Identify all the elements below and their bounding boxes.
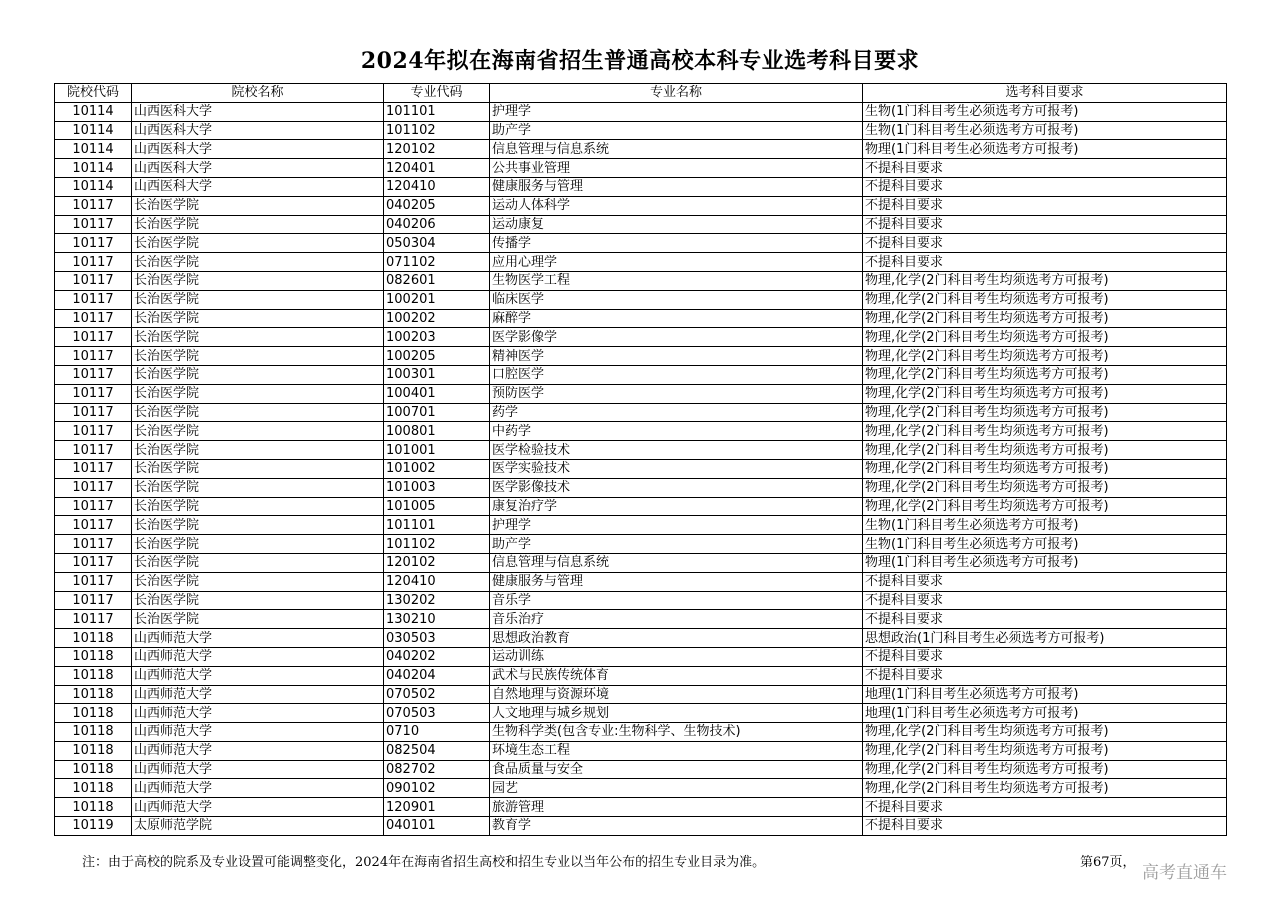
subject-requirement-cell: 地理(1门科目考生必须选考方可报考)	[863, 685, 1227, 704]
subject-requirement-cell: 物理(1门科目考生必须选考方可报考)	[863, 140, 1227, 159]
table-row	[55, 234, 1227, 253]
major-name-cell: 传播学	[490, 234, 863, 253]
subject-requirement-cell: 不提科目要求	[863, 159, 1227, 178]
school-code-cell: 10117	[55, 497, 132, 516]
subject-requirement-cell: 不提科目要求	[863, 253, 1227, 272]
school-code-cell: 10118	[55, 779, 132, 798]
school-code-cell: 10117	[55, 535, 132, 554]
school-code-cell: 10114	[55, 159, 132, 178]
school-name-cell: 长治医学院	[132, 271, 384, 290]
school-code-cell: 10117	[55, 384, 132, 403]
school-code-cell: 10114	[55, 177, 132, 196]
major-code-cell: 101102	[384, 535, 490, 554]
major-code-cell: 090102	[384, 779, 490, 798]
major-code-cell: 040202	[384, 647, 490, 666]
subject-requirement-cell: 物理,化学(2门科目考生均须选考方可报考)	[863, 384, 1227, 403]
school-name-cell: 长治医学院	[132, 290, 384, 309]
major-name-cell: 临床医学	[490, 290, 863, 309]
major-name-cell: 麻醉学	[490, 309, 863, 328]
major-code-cell: 120102	[384, 553, 490, 572]
major-code-cell: 101102	[384, 121, 490, 140]
table-row	[55, 441, 1227, 460]
school-code-cell: 10118	[55, 741, 132, 760]
subject-requirement-cell: 不提科目要求	[863, 196, 1227, 215]
school-name-cell: 长治医学院	[132, 253, 384, 272]
major-name-cell: 中药学	[490, 422, 863, 441]
subject-requirement-cell: 物理,化学(2门科目考生均须选考方可报考)	[863, 271, 1227, 290]
school-code-cell: 10117	[55, 234, 132, 253]
major-name-cell: 教育学	[490, 817, 863, 836]
subject-requirement-cell: 生物(1门科目考生必须选考方可报考)	[863, 535, 1227, 554]
major-code-cell: 120102	[384, 140, 490, 159]
major-code-cell: 101005	[384, 497, 490, 516]
subject-requirement-cell: 不提科目要求	[863, 591, 1227, 610]
subject-requirement-cell: 生物(1门科目考生必须选考方可报考)	[863, 102, 1227, 121]
major-name-cell: 音乐学	[490, 591, 863, 610]
school-name-cell: 山西师范大学	[132, 798, 384, 817]
school-name-cell: 山西师范大学	[132, 629, 384, 648]
major-name-cell: 运动人体科学	[490, 196, 863, 215]
major-name-cell: 公共事业管理	[490, 159, 863, 178]
subject-requirement-cell: 不提科目要求	[863, 610, 1227, 629]
school-name-cell: 山西师范大学	[132, 723, 384, 742]
footer-note: 注：由于高校的院系及专业设置可能调整变化，2024年在海南省招生高校和招生专业以当年公布的招生专业目录为准。	[82, 855, 766, 870]
header-school-name: 院校名称	[132, 84, 384, 103]
subject-requirement-cell: 不提科目要求	[863, 234, 1227, 253]
major-name-cell: 康复治疗学	[490, 497, 863, 516]
school-code-cell: 10117	[55, 572, 132, 591]
school-name-cell: 山西师范大学	[132, 704, 384, 723]
school-code-cell: 10117	[55, 309, 132, 328]
major-code-cell: 101002	[384, 459, 490, 478]
school-name-cell: 长治医学院	[132, 441, 384, 460]
table-row	[55, 384, 1227, 403]
table-row	[55, 685, 1227, 704]
major-code-cell: 082601	[384, 271, 490, 290]
major-name-cell: 生物科学类(包含专业:生物科学、生物技术)	[490, 723, 863, 742]
school-name-cell: 长治医学院	[132, 553, 384, 572]
subject-requirement-cell: 生物(1门科目考生必须选考方可报考)	[863, 121, 1227, 140]
school-name-cell: 长治医学院	[132, 403, 384, 422]
table-row	[55, 666, 1227, 685]
school-code-cell: 10117	[55, 290, 132, 309]
major-name-cell: 人文地理与城乡规划	[490, 704, 863, 723]
school-code-cell: 10117	[55, 459, 132, 478]
table-row	[55, 215, 1227, 234]
subject-requirement-cell: 物理,化学(2门科目考生均须选考方可报考)	[863, 403, 1227, 422]
table-row	[55, 798, 1227, 817]
header-school-code: 院校代码	[55, 84, 132, 103]
table-row	[55, 591, 1227, 610]
major-code-cell: 101003	[384, 478, 490, 497]
table-row	[55, 102, 1227, 121]
school-name-cell: 长治医学院	[132, 535, 384, 554]
major-name-cell: 医学检验技术	[490, 441, 863, 460]
school-name-cell: 山西师范大学	[132, 666, 384, 685]
major-name-cell: 应用心理学	[490, 253, 863, 272]
school-code-cell: 10114	[55, 102, 132, 121]
subject-requirement-cell: 物理,化学(2门科目考生均须选考方可报考)	[863, 478, 1227, 497]
subject-requirement-cell: 物理,化学(2门科目考生均须选考方可报考)	[863, 779, 1227, 798]
major-code-cell: 030503	[384, 629, 490, 648]
school-name-cell: 山西医科大学	[132, 159, 384, 178]
table-row	[55, 497, 1227, 516]
table-row	[55, 704, 1227, 723]
major-name-cell: 医学影像技术	[490, 478, 863, 497]
school-name-cell: 山西医科大学	[132, 140, 384, 159]
school-code-cell: 10117	[55, 441, 132, 460]
school-name-cell: 长治医学院	[132, 497, 384, 516]
major-name-cell: 护理学	[490, 516, 863, 535]
school-name-cell: 长治医学院	[132, 234, 384, 253]
major-name-cell: 信息管理与信息系统	[490, 140, 863, 159]
school-name-cell: 长治医学院	[132, 384, 384, 403]
major-name-cell: 精神医学	[490, 347, 863, 366]
school-name-cell: 长治医学院	[132, 215, 384, 234]
school-code-cell: 10114	[55, 140, 132, 159]
table-row	[55, 140, 1227, 159]
header-major-code: 专业代码	[384, 84, 490, 103]
school-name-cell: 长治医学院	[132, 572, 384, 591]
major-code-cell: 071102	[384, 253, 490, 272]
major-name-cell: 环境生态工程	[490, 741, 863, 760]
school-code-cell: 10118	[55, 629, 132, 648]
table-row	[55, 572, 1227, 591]
table-row	[55, 779, 1227, 798]
school-code-cell: 10114	[55, 121, 132, 140]
major-code-cell: 040101	[384, 817, 490, 836]
school-code-cell: 10117	[55, 271, 132, 290]
school-name-cell: 长治医学院	[132, 610, 384, 629]
table-row	[55, 177, 1227, 196]
major-code-cell: 050304	[384, 234, 490, 253]
school-name-cell: 长治医学院	[132, 328, 384, 347]
major-code-cell: 040205	[384, 196, 490, 215]
page-title: 2024年拟在海南省招生普通高校本科专业选考科目要求	[360, 48, 920, 74]
subject-requirement-cell: 不提科目要求	[863, 647, 1227, 666]
major-code-cell: 040204	[384, 666, 490, 685]
major-code-cell: 120410	[384, 177, 490, 196]
table-row	[55, 723, 1227, 742]
school-name-cell: 山西师范大学	[132, 685, 384, 704]
major-code-cell: 120901	[384, 798, 490, 817]
school-name-cell: 太原师范学院	[132, 817, 384, 836]
major-code-cell: 0710	[384, 723, 490, 742]
table-row	[55, 290, 1227, 309]
major-code-cell: 100203	[384, 328, 490, 347]
subject-requirement-cell: 物理,化学(2门科目考生均须选考方可报考)	[863, 422, 1227, 441]
table-row	[55, 309, 1227, 328]
school-name-cell: 山西师范大学	[132, 741, 384, 760]
page-number: 第67页，	[1080, 855, 1136, 870]
major-name-cell: 食品质量与安全	[490, 760, 863, 779]
school-code-cell: 10118	[55, 760, 132, 779]
major-code-cell: 101101	[384, 102, 490, 121]
major-name-cell: 运动康复	[490, 215, 863, 234]
subject-requirement-cell: 物理,化学(2门科目考生均须选考方可报考)	[863, 365, 1227, 384]
major-name-cell: 口腔医学	[490, 365, 863, 384]
subject-requirement-cell: 不提科目要求	[863, 177, 1227, 196]
subject-requirement-cell: 地理(1门科目考生必须选考方可报考)	[863, 704, 1227, 723]
subject-requirement-cell: 不提科目要求	[863, 817, 1227, 836]
school-code-cell: 10118	[55, 704, 132, 723]
major-name-cell: 信息管理与信息系统	[490, 553, 863, 572]
school-code-cell: 10118	[55, 685, 132, 704]
subject-requirement-cell: 物理(1门科目考生必须选考方可报考)	[863, 553, 1227, 572]
subject-requirement-cell: 物理,化学(2门科目考生均须选考方可报考)	[863, 347, 1227, 366]
school-name-cell: 长治医学院	[132, 365, 384, 384]
table-row	[55, 422, 1227, 441]
subject-requirement-cell: 不提科目要求	[863, 215, 1227, 234]
major-code-cell: 130210	[384, 610, 490, 629]
table-row	[55, 253, 1227, 272]
major-name-cell: 武术与民族传统体育	[490, 666, 863, 685]
major-name-cell: 运动训练	[490, 647, 863, 666]
school-code-cell: 10118	[55, 666, 132, 685]
school-name-cell: 山西师范大学	[132, 647, 384, 666]
table-row	[55, 328, 1227, 347]
table-row	[55, 553, 1227, 572]
table-row	[55, 647, 1227, 666]
major-code-cell: 100205	[384, 347, 490, 366]
header-row	[55, 84, 1227, 103]
table-row	[55, 629, 1227, 648]
school-code-cell: 10117	[55, 553, 132, 572]
school-code-cell: 10117	[55, 196, 132, 215]
school-name-cell: 长治医学院	[132, 422, 384, 441]
table-row	[55, 478, 1227, 497]
table-body	[55, 102, 1227, 835]
major-code-cell: 130202	[384, 591, 490, 610]
major-code-cell: 101001	[384, 441, 490, 460]
subject-requirement-cell: 物理,化学(2门科目考生均须选考方可报考)	[863, 328, 1227, 347]
major-name-cell: 助产学	[490, 121, 863, 140]
school-code-cell: 10117	[55, 610, 132, 629]
table-row	[55, 365, 1227, 384]
major-code-cell: 100801	[384, 422, 490, 441]
major-code-cell: 040206	[384, 215, 490, 234]
school-code-cell: 10117	[55, 591, 132, 610]
table-row	[55, 271, 1227, 290]
subject-requirement-cell: 不提科目要求	[863, 798, 1227, 817]
major-name-cell: 预防医学	[490, 384, 863, 403]
watermark: 高考直通车	[1142, 863, 1227, 883]
major-code-cell: 120410	[384, 572, 490, 591]
school-name-cell: 山西师范大学	[132, 760, 384, 779]
school-name-cell: 山西师范大学	[132, 779, 384, 798]
school-code-cell: 10117	[55, 347, 132, 366]
school-code-cell: 10118	[55, 723, 132, 742]
major-name-cell: 音乐治疗	[490, 610, 863, 629]
header-subject-requirement: 选考科目要求	[863, 84, 1227, 103]
major-name-cell: 健康服务与管理	[490, 177, 863, 196]
major-name-cell: 健康服务与管理	[490, 572, 863, 591]
table-row	[55, 459, 1227, 478]
major-name-cell: 自然地理与资源环境	[490, 685, 863, 704]
major-code-cell: 100201	[384, 290, 490, 309]
major-code-cell: 120401	[384, 159, 490, 178]
major-code-cell: 100401	[384, 384, 490, 403]
subject-requirement-cell: 物理,化学(2门科目考生均须选考方可报考)	[863, 290, 1227, 309]
school-name-cell: 长治医学院	[132, 516, 384, 535]
subject-requirement-cell: 物理,化学(2门科目考生均须选考方可报考)	[863, 441, 1227, 460]
school-name-cell: 山西医科大学	[132, 121, 384, 140]
table-row	[55, 817, 1227, 836]
major-name-cell: 园艺	[490, 779, 863, 798]
school-name-cell: 长治医学院	[132, 478, 384, 497]
subject-requirement-cell: 物理,化学(2门科目考生均须选考方可报考)	[863, 497, 1227, 516]
subject-requirement-cell: 物理,化学(2门科目考生均须选考方可报考)	[863, 309, 1227, 328]
subject-requirement-cell: 物理,化学(2门科目考生均须选考方可报考)	[863, 459, 1227, 478]
table-row	[55, 516, 1227, 535]
subject-requirement-cell: 不提科目要求	[863, 666, 1227, 685]
school-name-cell: 长治医学院	[132, 591, 384, 610]
subject-requirement-cell: 思想政治(1门科目考生必须选考方可报考)	[863, 629, 1227, 648]
table-row	[55, 121, 1227, 140]
table-row	[55, 760, 1227, 779]
school-name-cell: 长治医学院	[132, 196, 384, 215]
school-name-cell: 山西医科大学	[132, 177, 384, 196]
requirements-table	[54, 83, 1227, 836]
subject-requirement-cell: 物理,化学(2门科目考生均须选考方可报考)	[863, 760, 1227, 779]
school-name-cell: 长治医学院	[132, 309, 384, 328]
school-code-cell: 10118	[55, 798, 132, 817]
table-row	[55, 610, 1227, 629]
major-name-cell: 医学实验技术	[490, 459, 863, 478]
table-header	[55, 84, 1227, 103]
school-code-cell: 10117	[55, 328, 132, 347]
school-code-cell: 10117	[55, 215, 132, 234]
table-row	[55, 741, 1227, 760]
header-major-name: 专业名称	[490, 84, 863, 103]
school-name-cell: 长治医学院	[132, 347, 384, 366]
major-code-cell: 100202	[384, 309, 490, 328]
subject-requirement-cell: 物理,化学(2门科目考生均须选考方可报考)	[863, 741, 1227, 760]
table-row	[55, 535, 1227, 554]
major-name-cell: 药学	[490, 403, 863, 422]
subject-requirement-cell: 生物(1门科目考生必须选考方可报考)	[863, 516, 1227, 535]
school-code-cell: 10117	[55, 365, 132, 384]
school-name-cell: 长治医学院	[132, 459, 384, 478]
table-row	[55, 196, 1227, 215]
school-code-cell: 10117	[55, 253, 132, 272]
major-name-cell: 医学影像学	[490, 328, 863, 347]
major-name-cell: 旅游管理	[490, 798, 863, 817]
subject-requirement-cell: 不提科目要求	[863, 572, 1227, 591]
major-code-cell: 100701	[384, 403, 490, 422]
major-code-cell: 101101	[384, 516, 490, 535]
major-name-cell: 护理学	[490, 102, 863, 121]
major-name-cell: 生物医学工程	[490, 271, 863, 290]
major-code-cell: 082702	[384, 760, 490, 779]
table-row	[55, 403, 1227, 422]
school-code-cell: 10117	[55, 516, 132, 535]
major-name-cell: 思想政治教育	[490, 629, 863, 648]
school-code-cell: 10117	[55, 422, 132, 441]
school-code-cell: 10118	[55, 647, 132, 666]
school-code-cell: 10119	[55, 817, 132, 836]
school-name-cell: 山西医科大学	[132, 102, 384, 121]
major-code-cell: 100301	[384, 365, 490, 384]
school-code-cell: 10117	[55, 478, 132, 497]
major-code-cell: 070502	[384, 685, 490, 704]
major-name-cell: 助产学	[490, 535, 863, 554]
subject-requirement-cell: 物理,化学(2门科目考生均须选考方可报考)	[863, 723, 1227, 742]
table-row	[55, 347, 1227, 366]
school-code-cell: 10117	[55, 403, 132, 422]
table-row	[55, 159, 1227, 178]
major-code-cell: 070503	[384, 704, 490, 723]
major-code-cell: 082504	[384, 741, 490, 760]
